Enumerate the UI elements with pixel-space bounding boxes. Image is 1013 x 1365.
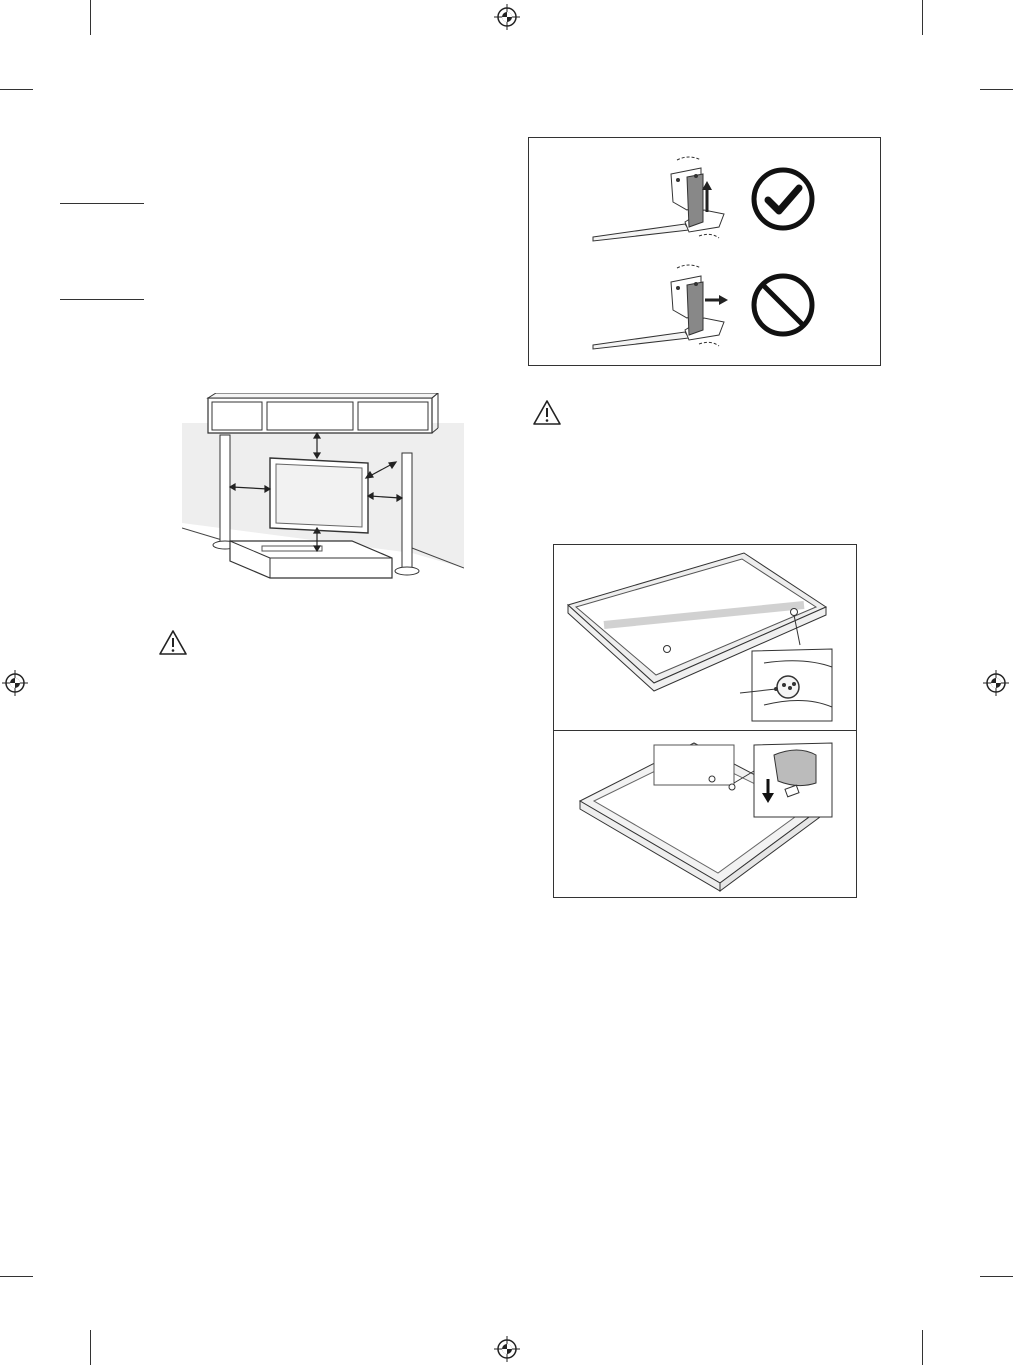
registration-target-icon [2, 670, 28, 696]
note-top-rule [60, 203, 144, 204]
crop-mark-top-right-h [980, 89, 1013, 90]
registration-target-icon [983, 670, 1009, 696]
crop-mark-bottom-left-v [90, 1330, 91, 1365]
tv-back-cap-removal [554, 731, 856, 897]
stand-insert-correct [589, 152, 739, 244]
registration-target-icon [494, 4, 520, 30]
stand-insertion-figure [528, 137, 881, 366]
crop-mark-bottom-left-h [0, 1276, 33, 1277]
note-bottom-rule [60, 299, 144, 300]
tv-wall-clearance-illustration [182, 393, 464, 583]
registration-target-icon [494, 1336, 520, 1362]
crop-mark-top-left-v [90, 0, 91, 35]
crop-mark-bottom-right-v [922, 1330, 923, 1365]
warning-triangle-icon [158, 629, 188, 656]
crop-mark-top-right-v [922, 0, 923, 35]
prohibited-circle-icon [750, 272, 816, 338]
tv-back-figure [553, 544, 857, 898]
crop-mark-bottom-right-h [980, 1276, 1013, 1277]
tv-back-rear-holes [554, 545, 856, 730]
crop-mark-top-left-h [0, 89, 33, 90]
warning-triangle-icon [532, 399, 562, 426]
stand-insert-incorrect [589, 260, 739, 352]
check-circle-icon [750, 166, 816, 232]
